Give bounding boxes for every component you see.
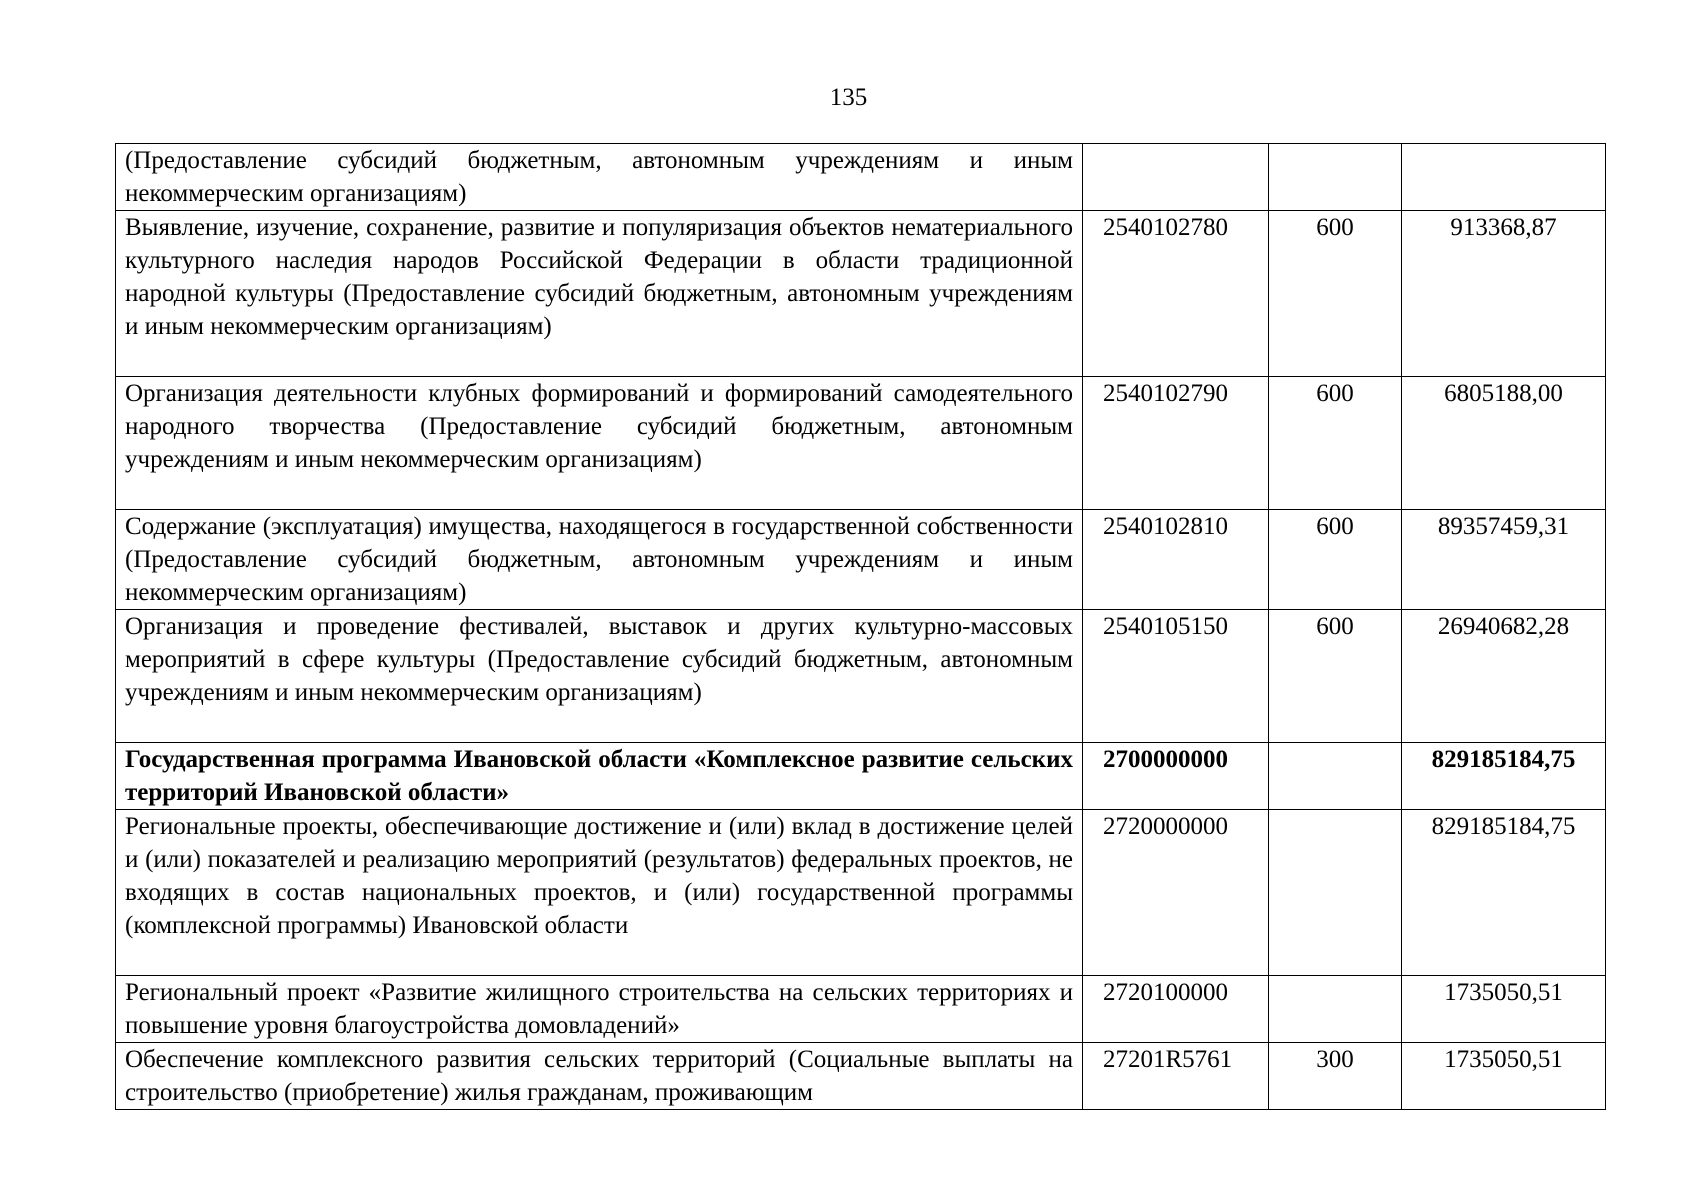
table-row — [116, 1043, 1606, 1110]
row-description: Обеспечение комплексного развития сельских территорий (Социальные выплаты на строительство (приобретение) жилья гражданам, проживающим — [116, 1043, 1083, 1110]
row-description: Региональные проекты, обеспечивающие достижение и (или) вклад в достижение целей и (или) показателей и реализацию мероприятий (результатов) федеральных проектов, не входящих в состав национальных проектов, и (или) государственной программы (комплексной программы) Ивановской области — [116, 810, 1083, 976]
row-expense-type: 600 — [1269, 377, 1402, 510]
row-target-code: 2540102810 — [1083, 510, 1269, 610]
row-amount: 89357459,31 — [1402, 510, 1606, 610]
row-expense-type — [1269, 810, 1402, 976]
row-amount: 1735050,51 — [1402, 1043, 1606, 1110]
table-row — [116, 510, 1606, 610]
row-expense-type — [1269, 743, 1402, 810]
row-description: (Предоставление субсидий бюджетным, автономным учреждениям и иным некоммерческим организациям) — [116, 144, 1083, 211]
table-row — [116, 144, 1606, 211]
row-expense-type: 600 — [1269, 211, 1402, 377]
row-description: Государственная программа Ивановской области «Комплексное развитие сельских территорий Ивановской области» — [116, 743, 1083, 810]
row-target-code: 2540102790 — [1083, 377, 1269, 510]
row-description: Содержание (эксплуатация) имущества, находящегося в государственной собственности (Предоставление субсидий бюджетным, автономным учреждениям и иным некоммерческим организациям) — [116, 510, 1083, 610]
row-amount: 26940682,28 — [1402, 610, 1606, 743]
row-amount: 1735050,51 — [1402, 976, 1606, 1043]
row-expense-type: 300 — [1269, 1043, 1402, 1110]
table-row — [116, 610, 1606, 743]
table-row — [116, 810, 1606, 976]
row-target-code: 2720100000 — [1083, 976, 1269, 1043]
row-target-code: 2540105150 — [1083, 610, 1269, 743]
table-row — [116, 976, 1606, 1043]
row-expense-type — [1269, 144, 1402, 211]
page-number: 135 — [829, 84, 868, 111]
row-target-code — [1083, 144, 1269, 211]
row-target-code: 27201R5761 — [1083, 1043, 1269, 1110]
row-target-code: 2540102780 — [1083, 211, 1269, 377]
row-amount: 829185184,75 — [1402, 743, 1606, 810]
row-target-code: 2720000000 — [1083, 810, 1269, 976]
row-description: Организация и проведение фестивалей, выставок и других культурно-массовых мероприятий в сфере культуры (Предоставление субсидий бюджетным, автономным учреждениям и иным некоммерческим организациям) — [116, 610, 1083, 743]
table-row — [116, 377, 1606, 510]
row-description: Региональный проект «Развитие жилищного строительства на сельских территориях и повышение уровня благоустройства домовладений» — [116, 976, 1083, 1043]
row-expense-type: 600 — [1269, 610, 1402, 743]
row-amount: 913368,87 — [1402, 211, 1606, 377]
row-amount: 6805188,00 — [1402, 377, 1606, 510]
row-amount — [1402, 144, 1606, 211]
table-row — [116, 211, 1606, 377]
row-expense-type — [1269, 976, 1402, 1043]
row-description: Организация деятельности клубных формирований и формирований самодеятельного народного творчества (Предоставление субсидий бюджетным, автономным учреждениям и иным некоммерческим организациям) — [116, 377, 1083, 510]
table-row-program-total — [116, 743, 1606, 810]
row-expense-type: 600 — [1269, 510, 1402, 610]
budget-table — [115, 143, 1606, 1110]
row-target-code: 2700000000 — [1083, 743, 1269, 810]
row-amount: 829185184,75 — [1402, 810, 1606, 976]
row-description: Выявление, изучение, сохранение, развитие и популяризация объектов нематериального культурного наследия народов Российской Федерации в области традиционной народной культуры (Предоставление субсидий бюджетным, автономным учреждениям и иным некоммерческим организациям) — [116, 211, 1083, 377]
